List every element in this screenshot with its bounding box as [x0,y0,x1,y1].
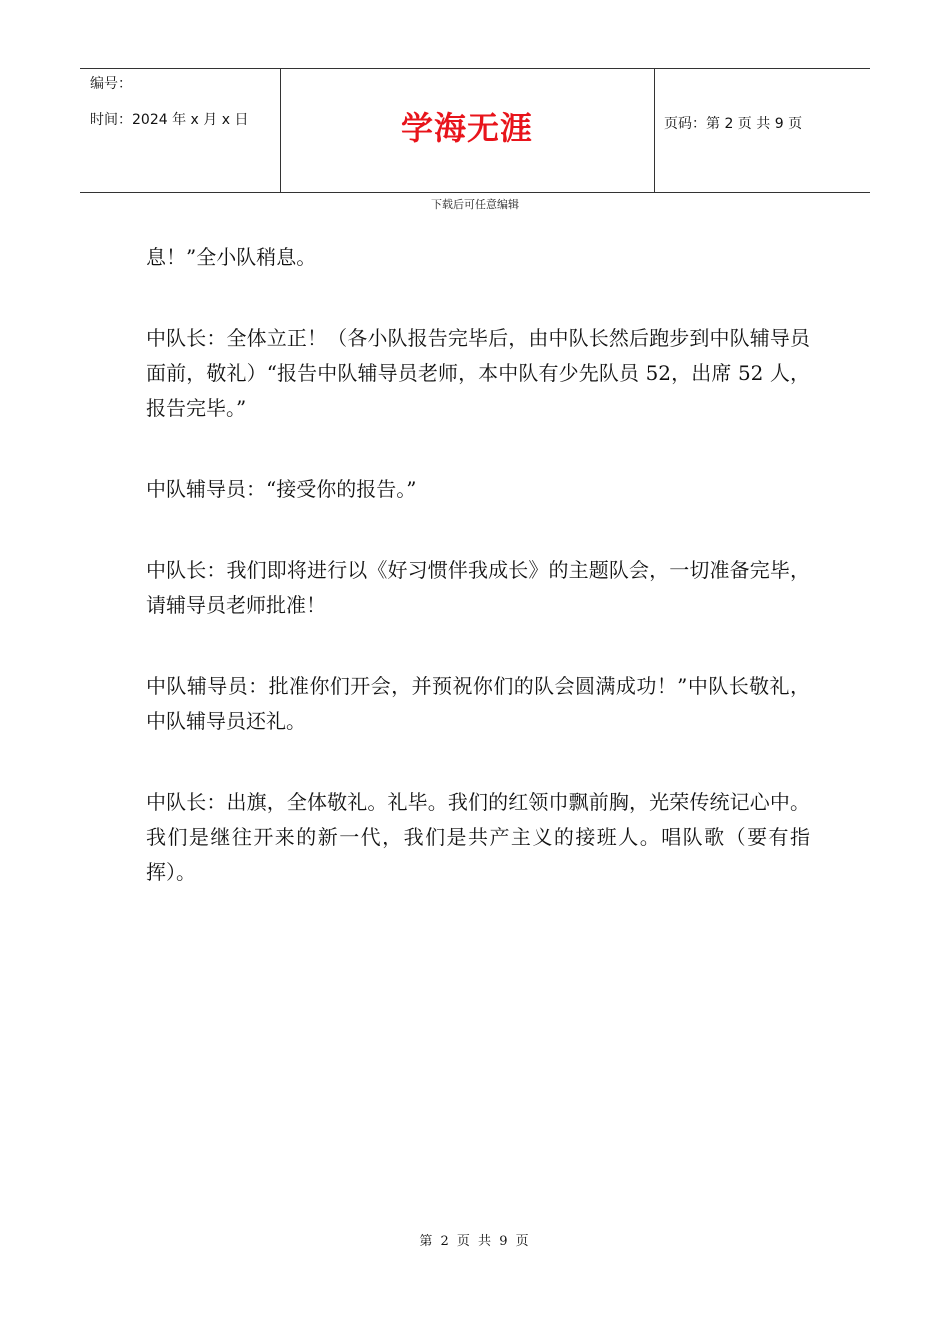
paragraph: 息！”全小队稍息。 [146,245,317,269]
header-divider-right [654,69,655,192]
paragraph: 中队辅导员：“接受你的报告。” [146,477,417,501]
paragraph: 中队长：出旗，全体敬礼。礼毕。我们的红领巾飘前胸，光荣传统记心中。我们是继往开来的新一代，我们是共产主义的接班人。唱队歌（要有指挥）。 [146,790,810,884]
page-header-table [80,68,870,193]
paragraph: 中队长：我们即将进行以《好习惯伴我成长》的主题队会，一切准备完毕，请辅导员老师批准！ [146,558,810,617]
serial-number-label: 编号： [90,76,132,92]
editable-note: 下载后可任意编辑 [431,198,519,211]
brand-title: 学海无涯 [400,109,533,147]
paragraph: 中队辅导员：批准你们开会，并预祝你们的队会圆满成功！”中队长敬礼，中队辅导员还礼。 [146,674,810,733]
date-label: 时间：2024 年 x 月 x 日 [90,112,249,128]
page-footer: 第 2 页 共 9 页 [419,1234,531,1249]
paragraph: 中队长：全体立正！（各小队报告完毕后，由中队长然后跑步到中队辅导员面前，敬礼）“报告中队辅导员老师，本中队有少先队员 52，出席 52 人，报告完毕。” [146,326,810,420]
page-count-label: 页码：第 2 页 共 9 页 [664,116,803,132]
document-body [146,240,810,936]
